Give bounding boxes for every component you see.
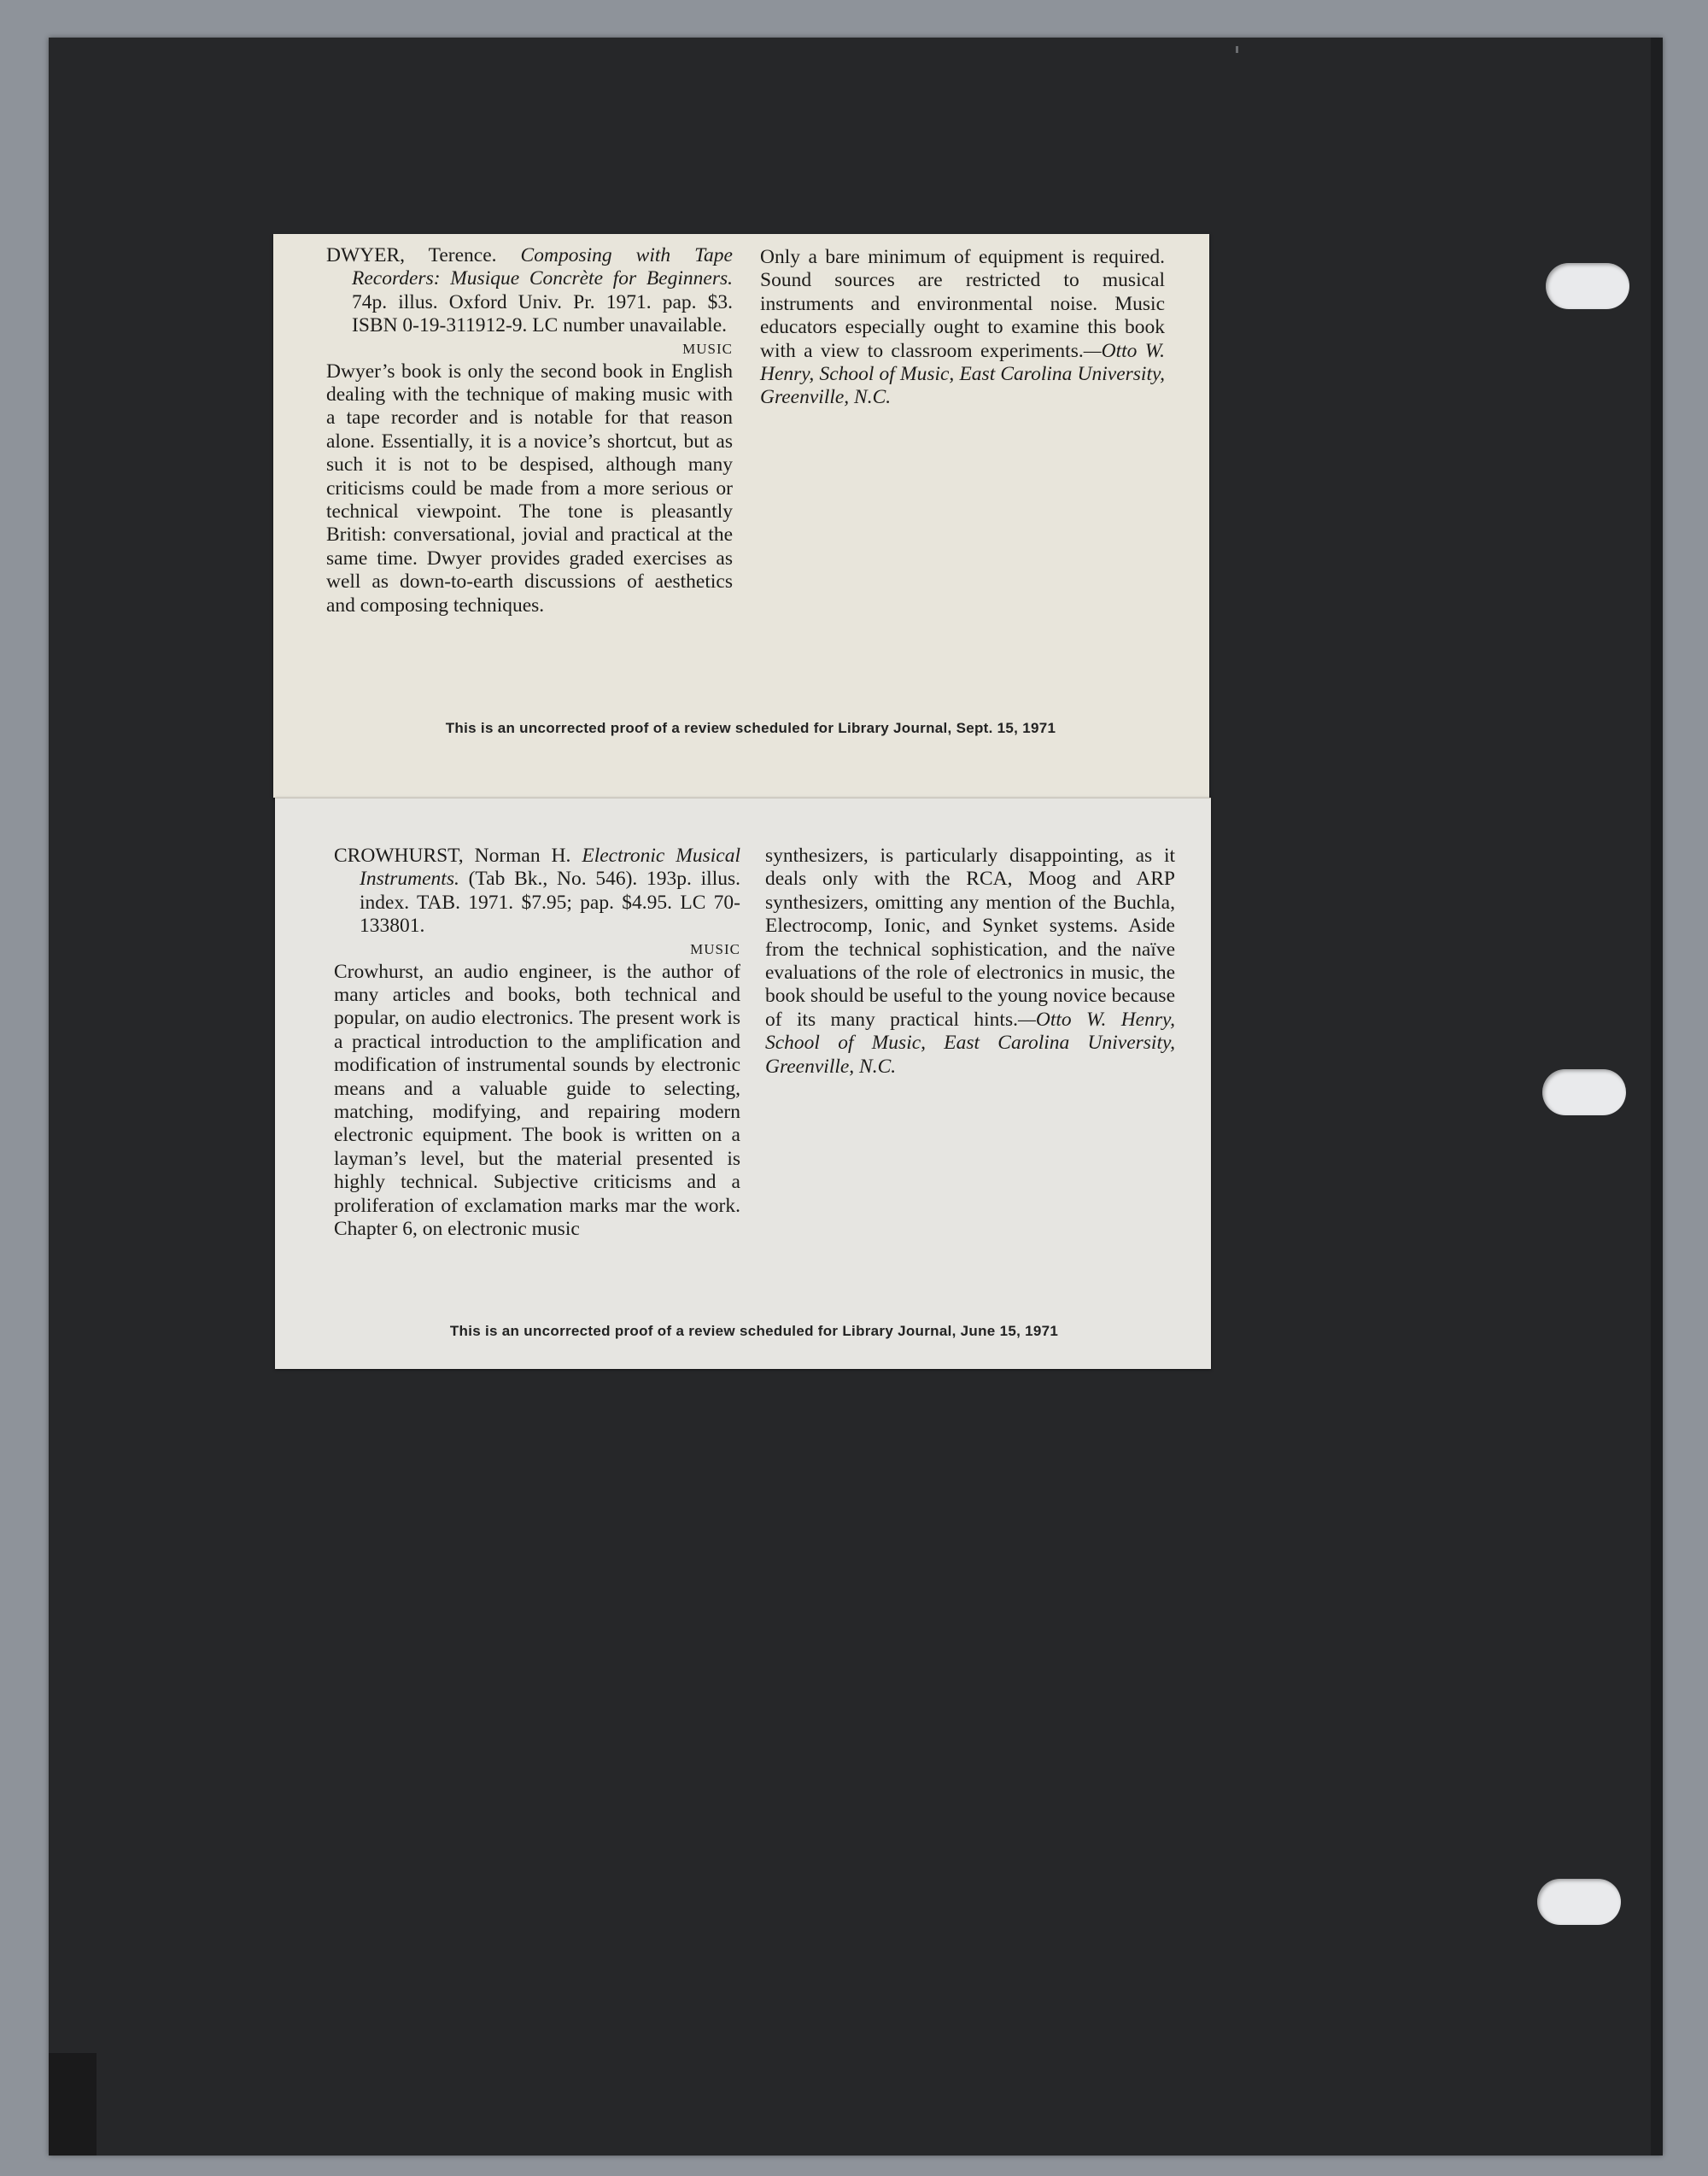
citation-title: Composing with Tape Recorders: Musique Concrète for Beginners. [352, 244, 733, 290]
proof-note: This is an uncorrected proof of a review scheduled for Library Journal, Sept. 15, 1971 [445, 720, 1056, 736]
review-clipping-dwyer [273, 234, 1209, 798]
review-body-right [760, 246, 1165, 410]
board-edge [1651, 38, 1663, 2156]
citation-details: (Tab Bk., No. 546). 193p. illus. index. TAB. 1971. $7.95; pap. $4.95. LC 70-133801. [360, 868, 740, 938]
review-column-right [760, 246, 1165, 410]
punch-hole-bottom [1537, 1879, 1621, 1925]
citation [334, 845, 740, 939]
review-body-left: Crowhurst, an audio engineer, is the author of many articles and books, both technical and popular, on audio electronics. The present work is a practical introduction to the amplification and modification of instrumental sounds by electronic means and a valuable guide to selecting, matching, modifying, and repairing modern electronic equipment. The book is written on a layman’s level, but the material presented is highly technical. Subjective criticisms and a proliferation of exclamation marks mar the work. Chapter 6, on electronic music [334, 960, 740, 1241]
review-body-left: Dwyer’s book is only the second book in English dealing with the technique of making music with a tape recorder and is notable for that reason alone. Essentially, it is a novice’s shortcut, but as such it is not to be despised, although many criticisms could be made from a more serious or technical viewpoint. The tone is pleasantly British: conversational, jovial and practical at the same time. Dwyer provides graded exercises as well as down-to-earth discussions of aesthetics and composing techniques. [326, 360, 733, 617]
review-body-continued: synthesizers, is particularly disappointing, as it deals only with the RCA, Moog and ARP synthesizers, omitting any mention of the Buchla, Electrocomp, Ionic, and Synket systems. Aside from the technical sophistication, and the naïve evaluations of the role of electronics in music, the book should be useful to the young novice because of its many practical hints. [765, 845, 1175, 1031]
citation-details: 74p. illus. Oxford Univ. Pr. 1971. pap. $3. ISBN 0-19-311912-9. LC number unavailable. [352, 290, 733, 337]
review-clipping-crowhurst [275, 798, 1211, 1369]
proof-note: This is an uncorrected proof of a review scheduled for Library Journal, June 15, 1971 [449, 1323, 1059, 1339]
punch-hole-top [1546, 263, 1629, 309]
reviewer-signature: —Otto W. Henry, School of Music, East Carolina University, Greenville, N.C. [760, 339, 1165, 409]
citation-author: CROWHURST, Norman H. [334, 845, 571, 867]
citation-author: DWYER, Terence. [326, 244, 497, 266]
review-column-left [326, 244, 733, 617]
board-corner-shadow [49, 2053, 97, 2156]
review-body-continued: Only a bare minimum of equipment is required. Sound sources are restricted to musical instruments and environmental noise. Music educators especially ought to examine this book with a view to classroom experiments. [760, 246, 1165, 362]
review-column-right [765, 845, 1175, 1079]
citation [326, 244, 733, 338]
board-mark [1236, 46, 1238, 53]
subject-label: MUSIC [682, 340, 733, 357]
reviewer-signature: —Otto W. Henry, School of Music, East Carolina University, Greenville, N.C. [765, 1008, 1175, 1078]
punch-hole-middle [1542, 1069, 1626, 1115]
subject-label: MUSIC [690, 940, 740, 957]
citation-title: Electronic Musical Instruments. [360, 845, 740, 891]
review-body-right [765, 845, 1175, 1079]
review-column-left [334, 845, 740, 1242]
